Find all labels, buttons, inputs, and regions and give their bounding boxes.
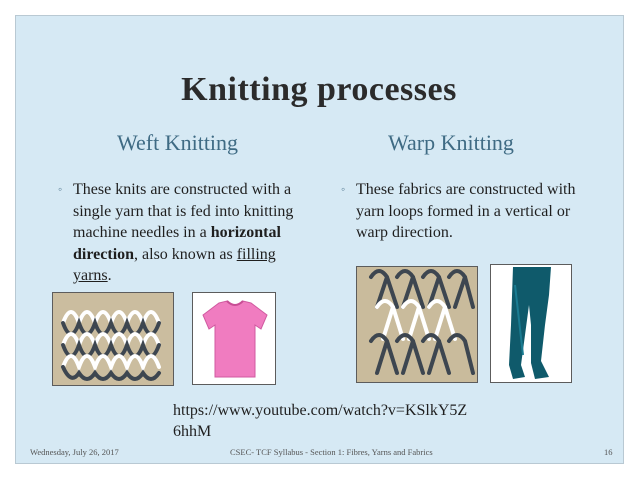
footer-center: CSEC- TCF Syllabus - Section 1: Fibres, Yarns and Fabrics [230,447,433,457]
pink-tshirt [192,292,276,385]
page-number: 16 [604,447,613,457]
weft-text-end: . [107,267,112,284]
weft-bullet [58,179,313,287]
footer-date: Wednesday, July 26, 2017 [30,447,119,457]
weft-knit-diagram [52,292,174,386]
weft-bold-text: horizontal direction [73,224,281,263]
teal-tights [490,264,572,383]
weft-underlined-text: filling yarns [73,245,276,284]
youtube-link[interactable]: https://www.youtube.com/watch?v=KSlkY5Z6hhM [173,402,468,440]
weft-knitting-heading: Weft Knitting [117,130,239,155]
warp-knitting-heading: Warp Knitting [388,130,514,155]
warp-text: These fabrics are constructed with yarn loops formed in a vertical or warp direction. [356,181,576,241]
weft-text-start: These knits are constructed with a single yarn that is fed into knitting machine needles in a [73,181,294,241]
weft-text-middle: , also known as [134,245,237,263]
slide-title: Knitting processes [181,71,457,108]
bullet-icon: ◦ [341,182,346,196]
warp-knit-diagram [356,266,478,383]
bullet-icon: ◦ [58,182,63,196]
warp-bullet [341,179,578,244]
